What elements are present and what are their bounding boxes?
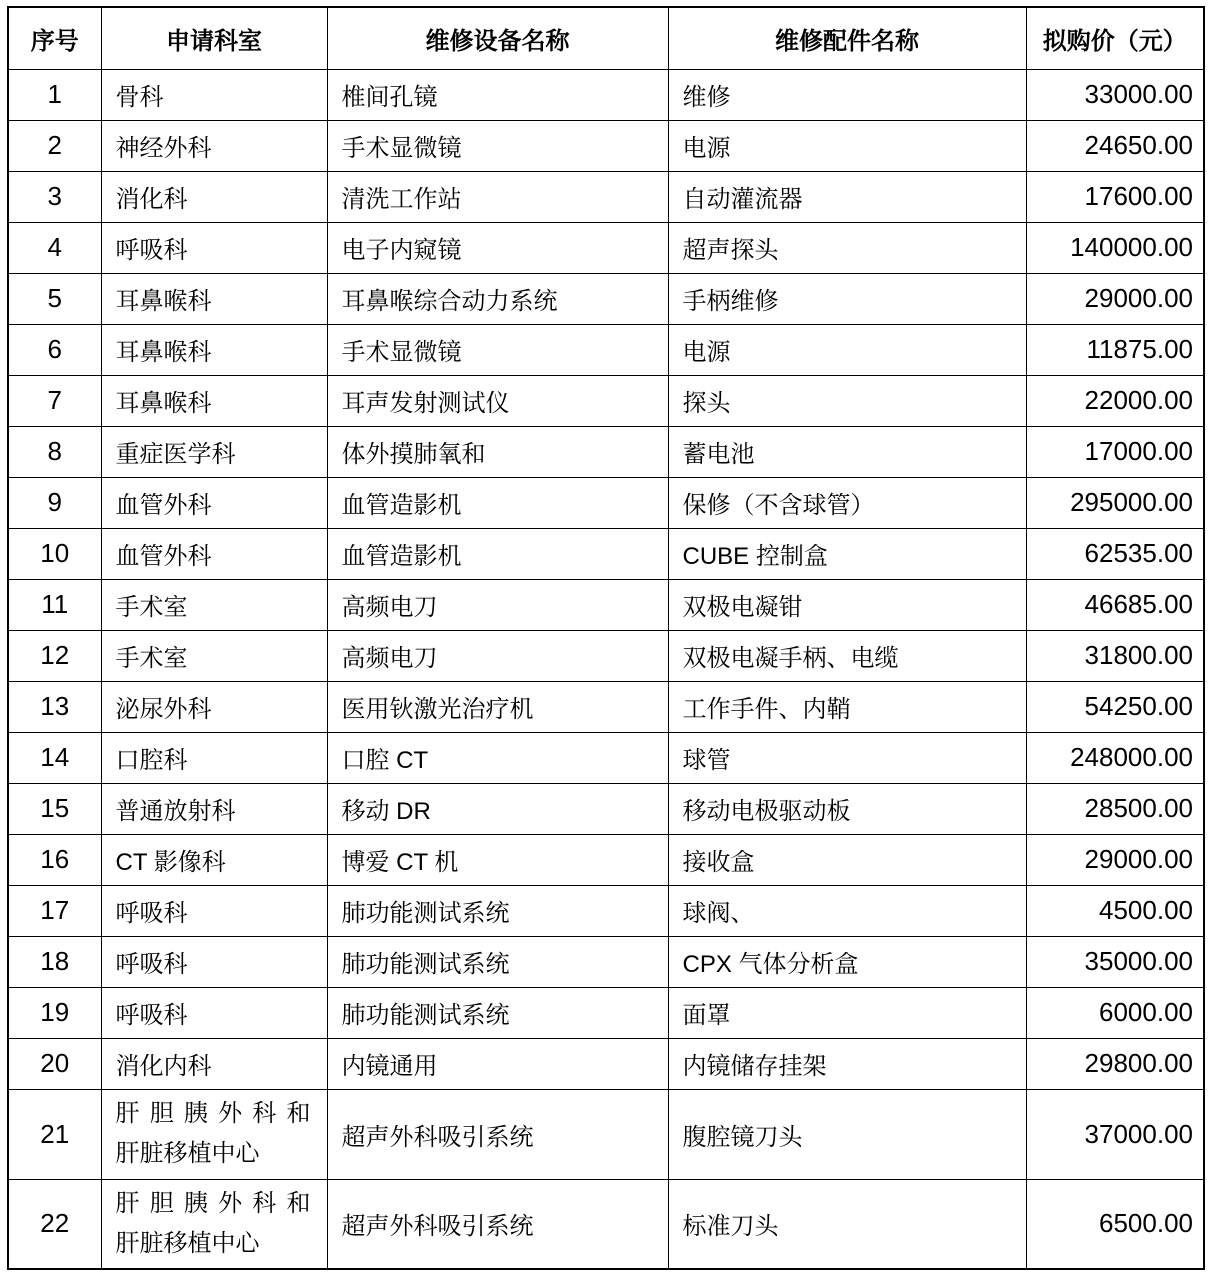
table-row	[8, 477, 1204, 528]
cell-price: 29000.00	[1026, 273, 1204, 324]
column-header-part-name: 维修配件名称	[668, 7, 1026, 69]
cell-department: 普通放射科	[101, 783, 327, 834]
cell-part-name: 蓄电池	[668, 426, 1026, 477]
cell-part-name: 移动电极驱动板	[668, 783, 1026, 834]
cell-index: 20	[8, 1038, 101, 1089]
table-row	[8, 426, 1204, 477]
cell-device-name: 血管造影机	[327, 528, 668, 579]
department-line: 肝脏移植中心	[115, 1140, 260, 1167]
cell-index: 1	[8, 69, 101, 120]
cell-device-name: 肺功能测试系统	[327, 936, 668, 987]
cell-device-name: 电子内窥镜	[327, 222, 668, 273]
cell-index: 5	[8, 273, 101, 324]
cell-device-name: 超声外科吸引系统	[327, 1089, 668, 1179]
cell-department: 神经外科	[101, 120, 327, 171]
cell-price: 295000.00	[1026, 477, 1204, 528]
cell-department: 骨科	[101, 69, 327, 120]
cell-department: 呼吸科	[101, 936, 327, 987]
cell-price: 140000.00	[1026, 222, 1204, 273]
cell-price: 248000.00	[1026, 732, 1204, 783]
column-header-index: 序号	[8, 7, 101, 69]
cell-index: 10	[8, 528, 101, 579]
cell-part-name: 双极电凝手柄、电缆	[668, 630, 1026, 681]
cell-index: 12	[8, 630, 101, 681]
cell-device-name: 肺功能测试系统	[327, 987, 668, 1038]
cell-department: 血管外科	[101, 477, 327, 528]
cell-price: 11875.00	[1026, 324, 1204, 375]
cell-price: 29000.00	[1026, 834, 1204, 885]
cell-part-name: CPX 气体分析盒	[668, 936, 1026, 987]
cell-department: 消化科	[101, 171, 327, 222]
cell-part-name: 面罩	[668, 987, 1026, 1038]
table-row	[8, 222, 1204, 273]
department-line: 肝胆胰外科和	[115, 1100, 311, 1127]
table-row	[8, 987, 1204, 1038]
cell-device-name: 椎间孔镜	[327, 69, 668, 120]
cell-department: 口腔科	[101, 732, 327, 783]
table-row	[8, 1089, 1204, 1179]
cell-price: 46685.00	[1026, 579, 1204, 630]
column-header-price: 拟购价（元）	[1026, 7, 1204, 69]
cell-device-name: 肺功能测试系统	[327, 885, 668, 936]
table-row	[8, 834, 1204, 885]
table-row	[8, 171, 1204, 222]
table-body	[8, 69, 1204, 1269]
cell-price: 24650.00	[1026, 120, 1204, 171]
table-row	[8, 732, 1204, 783]
cell-device-name: 高频电刀	[327, 579, 668, 630]
cell-index: 3	[8, 171, 101, 222]
cell-part-name: 自动灌流器	[668, 171, 1026, 222]
cell-part-name: 电源	[668, 120, 1026, 171]
cell-part-name: 球管	[668, 732, 1026, 783]
column-header-device-name: 维修设备名称	[327, 7, 668, 69]
cell-price: 31800.00	[1026, 630, 1204, 681]
cell-department: 呼吸科	[101, 222, 327, 273]
cell-price: 37000.00	[1026, 1089, 1204, 1179]
cell-index: 15	[8, 783, 101, 834]
cell-department: 手术室	[101, 630, 327, 681]
cell-department: 泌尿外科	[101, 681, 327, 732]
cell-department: 耳鼻喉科	[101, 273, 327, 324]
cell-part-name: 双极电凝钳	[668, 579, 1026, 630]
cell-part-name: CUBE 控制盒	[668, 528, 1026, 579]
cell-price: 6000.00	[1026, 987, 1204, 1038]
cell-price: 17000.00	[1026, 426, 1204, 477]
repair-parts-table	[7, 6, 1205, 1270]
table-row	[8, 681, 1204, 732]
cell-price: 28500.00	[1026, 783, 1204, 834]
cell-part-name: 接收盒	[668, 834, 1026, 885]
cell-device-name: 移动 DR	[327, 783, 668, 834]
table-row	[8, 120, 1204, 171]
cell-index: 19	[8, 987, 101, 1038]
cell-department: 呼吸科	[101, 987, 327, 1038]
table-row	[8, 69, 1204, 120]
table-row	[8, 783, 1204, 834]
cell-device-name: 耳声发射测试仪	[327, 375, 668, 426]
cell-price: 17600.00	[1026, 171, 1204, 222]
table-row	[8, 528, 1204, 579]
cell-index: 8	[8, 426, 101, 477]
department-line: 肝胆胰外科和	[115, 1189, 311, 1217]
department-line: 肝脏移植中心	[115, 1229, 260, 1257]
cell-part-name: 保修（不含球管）	[668, 477, 1026, 528]
cell-index: 9	[8, 477, 101, 528]
table-row	[8, 885, 1204, 936]
cell-part-name: 超声探头	[668, 222, 1026, 273]
cell-price: 33000.00	[1026, 69, 1204, 120]
cell-index: 6	[8, 324, 101, 375]
cell-device-name: 体外摸肺氧和	[327, 426, 668, 477]
cell-part-name: 腹腔镜刀头	[668, 1089, 1026, 1179]
cell-department: 耳鼻喉科	[101, 375, 327, 426]
cell-price: 29800.00	[1026, 1038, 1204, 1089]
cell-part-name: 标准刀头	[668, 1179, 1026, 1269]
cell-part-name: 手柄维修	[668, 273, 1026, 324]
cell-index: 16	[8, 834, 101, 885]
cell-device-name: 高频电刀	[327, 630, 668, 681]
cell-part-name: 内镜储存挂架	[668, 1038, 1026, 1089]
cell-part-name: 球阀、	[668, 885, 1026, 936]
cell-index: 7	[8, 375, 101, 426]
table-row	[8, 630, 1204, 681]
cell-device-name: 清洗工作站	[327, 171, 668, 222]
cell-part-name: 电源	[668, 324, 1026, 375]
cell-price: 62535.00	[1026, 528, 1204, 579]
cell-department: 耳鼻喉科	[101, 324, 327, 375]
cell-index: 2	[8, 120, 101, 171]
cell-device-name: 血管造影机	[327, 477, 668, 528]
table-row	[8, 324, 1204, 375]
table-row	[8, 273, 1204, 324]
table-row	[8, 375, 1204, 426]
cell-price: 22000.00	[1026, 375, 1204, 426]
cell-device-name: 口腔 CT	[327, 732, 668, 783]
table-row	[8, 579, 1204, 630]
cell-department: 消化内科	[101, 1038, 327, 1089]
cell-index: 21	[8, 1089, 101, 1179]
cell-device-name: 超声外科吸引系统	[327, 1179, 668, 1269]
column-header-department: 申请科室	[101, 7, 327, 69]
cell-price: 35000.00	[1026, 936, 1204, 987]
cell-department: CT 影像科	[101, 834, 327, 885]
cell-part-name: 维修	[668, 69, 1026, 120]
cell-department	[101, 1179, 327, 1269]
cell-part-name: 工作手件、内鞘	[668, 681, 1026, 732]
cell-index: 22	[8, 1179, 101, 1269]
cell-index: 13	[8, 681, 101, 732]
cell-department	[101, 1089, 327, 1179]
cell-part-name: 探头	[668, 375, 1026, 426]
cell-device-name: 博爱 CT 机	[327, 834, 668, 885]
cell-price: 4500.00	[1026, 885, 1204, 936]
cell-device-name: 医用钬激光治疗机	[327, 681, 668, 732]
cell-department: 重症医学科	[101, 426, 327, 477]
cell-device-name: 耳鼻喉综合动力系统	[327, 273, 668, 324]
cell-price: 54250.00	[1026, 681, 1204, 732]
cell-device-name: 手术显微镜	[327, 324, 668, 375]
cell-index: 17	[8, 885, 101, 936]
cell-index: 14	[8, 732, 101, 783]
cell-department: 手术室	[101, 579, 327, 630]
cell-index: 4	[8, 222, 101, 273]
cell-device-name: 手术显微镜	[327, 120, 668, 171]
cell-index: 18	[8, 936, 101, 987]
cell-device-name: 内镜通用	[327, 1038, 668, 1089]
table-header-row	[8, 7, 1204, 69]
cell-department: 呼吸科	[101, 885, 327, 936]
table-row	[8, 936, 1204, 987]
cell-index: 11	[8, 579, 101, 630]
cell-department: 血管外科	[101, 528, 327, 579]
cell-price: 6500.00	[1026, 1179, 1204, 1269]
table-row	[8, 1179, 1204, 1269]
table-row	[8, 1038, 1204, 1089]
